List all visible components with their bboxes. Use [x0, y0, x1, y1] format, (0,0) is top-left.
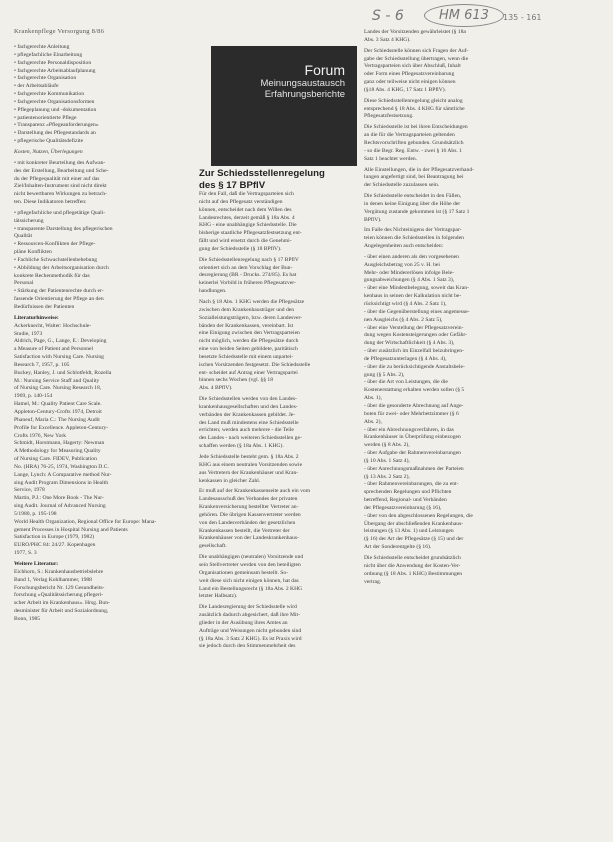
text-line: - über einen anderen als den vorgesehenen: [364, 253, 459, 260]
text-line: Eichhorn, S.: Krankenhausbetriebslehre: [14, 568, 104, 575]
text-line: Buckey, Hanley, J. und Schlotfeldt, Rozella: [14, 369, 112, 376]
text-line: - über Aufgabe der Rahmenvereinbarungen: [364, 450, 461, 457]
text-line: Abs. 1),: [364, 395, 382, 402]
text-line: Vertragsparteien sich über Abschluß, Inhalt: [364, 63, 461, 70]
text-line: - über von den abgeschlossenen Regelungen, die: [364, 512, 473, 519]
text-line: 1977, S. 3: [14, 550, 37, 557]
text-line: Rechtsvorschriften gebunden. Grundsätzlich: [364, 139, 464, 146]
text-line: forschung »Qualitätssicherung pflegeri-: [14, 592, 104, 599]
text-line: Landesausschuß des Verbandes der privaten: [199, 496, 298, 503]
text-line: dung wegen Kostensteigerungen oder Gefähr-: [364, 332, 468, 339]
text-line: Der Schiedsstelle können sich Fragen der Auf-: [364, 47, 469, 54]
text-line: of Nursing Care. Nursing Research 18,: [14, 385, 102, 392]
text-line: Art der Sonderentgelte (§ 16).: [364, 544, 432, 551]
text-line: • transparente Darstellung des pflegerischen: [14, 225, 113, 232]
text-line: tätssicherung: [14, 217, 44, 224]
text-line: keinerlei Vorbild in früheren Pflegesatzver-: [199, 280, 296, 287]
text-line: des der Erstellung, Bearbeitung und Sche-: [14, 167, 109, 174]
text-line: Ziel/Inhalten-Instrument sind nicht direkt: [14, 183, 107, 190]
text-line: - über eine Mindestbelegung, soweit das Kran-: [364, 285, 469, 292]
text-column-right: [364, 29, 516, 586]
text-line: • pflegerische Qualitätsdefizite: [14, 138, 84, 145]
text-line: Satisfaction with Nursing Care. Nursing: [14, 354, 104, 361]
text-line: - über zusätzlich im Einzelfall beizubringen-: [364, 348, 464, 355]
text-line: (§ 10 Abs. 1 Satz 4),: [364, 457, 410, 464]
text-line: Weitere Literatur:: [14, 561, 59, 567]
text-line: • fachgerechte Kommunikation: [14, 91, 84, 98]
text-line: Kosten, Nutzen, Überlegungen: [14, 148, 83, 155]
text-line: Appleton-Century-Crofts 1974, Detroit: [14, 408, 102, 415]
forum-subtitle-line-2: Erfahrungsberichte: [264, 89, 345, 100]
text-line: Ausgleichsbetrag von 25 v. H. bei: [364, 261, 440, 268]
text-line: von den Landesverbänden der gesetzlichen: [199, 519, 296, 526]
text-line: gehören. Die übrigen Kassenvertreter werden: [199, 511, 301, 518]
text-line: errichten; werden auch mehrere - die Teile: [199, 427, 294, 434]
text-line: - über die Gegenüberstellung eines angemesse-: [364, 308, 470, 315]
text-line: World Health Organization, Regional Office for Europe: Mana-: [14, 518, 157, 525]
running-head: Krankenpflege Versorgung 8/86: [14, 28, 105, 35]
text-line: Sozialleistungsträgern, bzw. deren Landesver-: [199, 314, 303, 321]
text-line: a Measure of Patient and Personnel: [14, 346, 94, 353]
text-line: • Transparenz »Pflegeanforderungen«: [14, 122, 99, 129]
text-line: de Pflegesatzunterlagen (§ 4 Abs. 4),: [364, 355, 447, 362]
text-line: Personal: [14, 280, 34, 287]
text-line: Angelegenheiten auch entscheiden:: [364, 243, 444, 250]
text-line: sing Audit. Journal of Advanced Nursing: [14, 503, 106, 510]
text-line: fassende Orientierung der Pflege an den: [14, 296, 104, 303]
text-line: Studie, 1973: [14, 330, 43, 337]
text-line: • fachgerechte Organisation: [14, 75, 77, 82]
text-line: • der Arbeitsabläufe: [14, 83, 59, 90]
text-line: • Stärkung der Patientenrechte durch er-: [14, 288, 104, 295]
text-line: vertrag.: [364, 578, 382, 585]
text-line: besetzte Schiedsstelle mit einem unpartei-: [199, 353, 294, 360]
text-line: zusätzlich dadurch abgesichert, daß ihre Mit-: [199, 612, 300, 619]
text-line: Bonn, 1985: [14, 615, 41, 622]
text-line: Die Landesregierung der Schiedsstelle wird: [199, 604, 297, 611]
text-line: Research 7, 1957, p. 105: [14, 361, 70, 368]
text-line: gesellschaft.: [199, 543, 227, 550]
text-line: werden (§ 8 Abs. 2),: [364, 442, 410, 449]
text-line: EURO/PHC 84: 24/27. Kopenhagen: [14, 542, 96, 549]
text-line: Vergütung zustande gekommen ist (§ 17 Satz 1: [364, 208, 470, 215]
text-line: der Pflegesatzvereinbarung (§ 16),: [364, 504, 442, 511]
text-line: Nach § 18 Abs. 1 KHG werden die Pflegesätze: [199, 298, 305, 305]
text-line: • pflegefachliche und pflegetätige Quali-: [14, 209, 106, 216]
text-line: in denen keine Einigung über die Höhe der: [364, 200, 461, 207]
text-line: - über die zu berücksichtigende Anstaltsbele-: [364, 363, 465, 370]
forum-subtitle-line-1: Meinungsaustausch: [260, 78, 345, 89]
text-line: Für den Fall, daß die Vertragsparteien sich: [199, 191, 294, 197]
text-line: rücksichtigt wird (§ 4 Abs. 2 Satz 1),: [364, 301, 447, 307]
text-line: • pflegefachliche Einarbeitung: [14, 51, 83, 58]
text-line: letzter Halbsatz).: [199, 593, 238, 600]
text-line: - über Anrechnungsmaßnahmen der Parteien: [364, 465, 464, 472]
text-line: Hamel, M.: Quality Patient Care Scale.: [14, 401, 102, 408]
forum-title: Forum: [304, 62, 345, 78]
text-line: konkrete Rechenmethodik für das: [14, 272, 90, 279]
text-line: lungen angefertigt sind, bei Beantragung bei: [364, 174, 464, 181]
text-line: nicht auf den Pflegesatz verständigen: [199, 198, 283, 205]
text-line: orientiert sich an dem Vorschlag der Bun-: [199, 264, 293, 271]
text-line: entsprechend § 18 Abs. 4 KHG für sämtliche: [364, 105, 465, 112]
text-line: Crofts 1976, New York: [14, 432, 67, 439]
text-line: A Methodology for Measuring Quality: [14, 448, 101, 455]
text-line: • Fachliche Schwachstellenbehebung: [14, 256, 98, 263]
text-line: Profile for Excellence. Appleton-Century-: [14, 424, 109, 431]
text-line: können, entscheidet nach dem Willen des: [199, 206, 292, 213]
text-line: • mit konkreter Beurteilung des Aufwan-: [14, 159, 106, 166]
text-line: gement Processes in Hospital Nursing and Patients: [14, 526, 128, 533]
text-line: Lange, Lynch: A Comparative method Nur-: [14, 471, 112, 478]
text-line: Abs. 3 Satz 4 KHG).: [364, 36, 411, 43]
text-line: KHG aus einem neutralen Vorsitzenden sowie: [199, 461, 303, 468]
text-line: desregierung (BR - Drucks. 274/85). Es hat: [199, 272, 297, 279]
text-line: Schmidt, Horstmann, Hagerty: Newman: [14, 440, 105, 447]
text-line: of Nursing Care. FIDEV, Publication: [14, 456, 97, 463]
text-line: Ackerknecht, Walter: Hochschule-: [14, 322, 92, 329]
text-line: Martin, P.J.: One More Book - The Nur-: [14, 495, 104, 502]
text-line: dung der Wirtschaftlichkeit (§ 4 Abs. 3),: [364, 340, 455, 347]
text-line: Aldrich, Page, G., Lange, E.: Developing: [14, 338, 107, 345]
text-line: krankenhausgesellschaften und den Landes-: [199, 403, 298, 410]
text-line: ent- scheidet auf Antrag einer Vertragspartei: [199, 369, 298, 376]
text-line: leistungen (§ 13 Abs. 1) und Leistungen: [364, 528, 454, 535]
text-line: sein Stellvertreter werden von den beteiligten: [199, 561, 301, 568]
text-line: Jede Schiedsstelle besteht gem. § 18a Abs. 2: [199, 454, 299, 460]
text-line: nicht möglich, werden die Pflegesätze durch: [199, 338, 299, 345]
text-line: Krankenversicherung bestellter Vertreter an-: [199, 504, 299, 511]
text-line: KHG - eine unabhängige Schiedsstelle. Die: [199, 222, 297, 229]
text-line: Service, 1978: [14, 487, 45, 494]
text-line: nicht bewertbaren Wirkungen zu betrach-: [14, 191, 107, 198]
forum-subtitle: [261, 78, 346, 100]
text-line: (§18 Abs. 4 KHG, 17 Satz 1 BPflV).: [364, 86, 447, 93]
text-line: der Schiedsstelle zuzulassen sein.: [364, 182, 440, 189]
text-line: Organisationen gemeinsam bestellt. So-: [199, 569, 289, 576]
text-line: aus Vertretern der Krankenhäuser und Kran-: [199, 469, 299, 476]
text-line: bisherige staatliche Pflegesatzfestsetzung ent-: [199, 230, 302, 237]
text-line: nicht über die Anwendung der Kosten-Ver-: [364, 562, 461, 569]
text-line: Übergang der abschließenden Krankenhaus-: [364, 520, 464, 527]
text-line: • fachgerechte Organisationsformen: [14, 98, 95, 105]
text-line: schaffen werden (§ 18a Abs. 1 KHG).: [199, 443, 284, 450]
text-line: Abs. 4 BPflV).: [199, 385, 233, 392]
text-line: binnen sechs Wochen (vgl. §§ 18: [199, 377, 274, 384]
text-line: Alle Einstellungen, die in der Pflegesatzverhand-: [364, 166, 474, 173]
text-line: weit diese sich nicht einigen können, hat das: [199, 577, 299, 584]
text-line: ganz oder teilweise nicht einigen können: [364, 79, 456, 86]
text-line: Forschungsbericht Nr. 129 Gesundheits-: [14, 584, 105, 591]
text-line: Krankenhäuser in Überprüfung einbezogen: [364, 434, 461, 441]
text-line: - über ein Abrechnungsverfahren, in das: [364, 426, 454, 433]
text-line: • Darstellung des Pflegestandards an: [14, 130, 96, 137]
text-line: - über die Art von Leistungen, die die: [364, 379, 448, 386]
text-line: gungsabweichungen (§ 4 Abs. 1 Satz 3),: [364, 277, 455, 284]
text-line: Die Schiedsstellenregelung nach § 17 BPflV: [199, 256, 299, 263]
text-line: Phaneuf, Maria C.: The Nursing Audit: [14, 416, 100, 423]
text-line: Krankenhäuser von der Landeskrankenhaus-: [199, 535, 299, 542]
text-line: verbänden der Krankenkassen gebildet. Je-: [199, 411, 296, 418]
text-line: pläne Konflikten: [14, 249, 52, 256]
text-line: du der Pflegequalität mit einer auf das: [14, 175, 100, 182]
text-line: des Land muß mindestens eine Schiedsstelle: [199, 419, 299, 426]
text-line: fällt und wird ersetzt durch die Genehmi-: [199, 238, 292, 245]
forum-box: [211, 46, 357, 166]
text-line: boten für zwei- oder Mehrbettzimmer (§ 6: [364, 410, 459, 417]
text-line: desminister für Arbeit und Sozialordnung,: [14, 608, 109, 615]
text-line: Bedürfnissen der Patienten: [14, 304, 75, 310]
text-line: Band 1, Verlag Kohlhammer, 1988: [14, 576, 92, 583]
handwritten-circled-mark: HM 613: [424, 4, 504, 27]
text-line: • fachgerechte Personaldisposition: [14, 59, 92, 66]
text-column-middle: [199, 191, 353, 651]
text-line: Diese Schiedsstellenregelung gleicht analog: [364, 97, 463, 104]
text-line: • Pflegeplanung und -dokumentation: [14, 106, 97, 113]
text-line: • Abbildung der Arbeitsorganisation durch: [14, 264, 109, 271]
text-line: gung (§ 5 Abs. 2),: [364, 371, 405, 378]
text-line: - über die gesonderte Abrechnung auf Ange-: [364, 402, 464, 409]
text-line: Aufträge und Weisungen nicht gebunden sind: [199, 627, 302, 634]
text-line: handlungen.: [199, 288, 227, 295]
text-line: Die Schiedsstelle entscheidet grundsätzlich: [364, 555, 461, 561]
text-line: (§ 16) der Art der Pflegesätze (§ 15) und der: [364, 536, 464, 543]
text-line: zwischen dem Krankenhausträger und den: [199, 306, 295, 313]
text-line: (§ 13 Abs. 2 Satz 2),: [364, 473, 410, 480]
text-line: eine von beiden Seiten gebildete, paritätisch: [199, 346, 298, 353]
text-line: Er muß auf der Krankenkassenseite auch ein vom: [199, 488, 311, 495]
text-line: 1969, p. 140-154: [14, 393, 53, 400]
text-line: des Landes - nach weiteren Schiedsstellen ge-: [199, 435, 302, 442]
text-line: • fachgerechte Anleitung: [14, 44, 70, 50]
text-line: sie jedoch durch den Stimmenmehrheit des: [199, 643, 296, 650]
text-line: kenhaus in seinen der Kalkulation nicht be-: [364, 293, 462, 300]
text-line: - über eine Verstellung der Pflegesatzverein-: [364, 324, 464, 331]
handwritten-mark-s6: S - 6: [372, 8, 404, 24]
text-line: glieder in der Ausübung ihres Amtes an: [199, 619, 288, 626]
text-line: • patientenorientierte Pflege: [14, 114, 77, 121]
text-line: Satisfaction in Europe (1979, 1982): [14, 534, 95, 541]
article-title-line-1: Zur Schiedsstellenregelung: [199, 168, 325, 179]
text-line: Krankenkassen bestellt, die Vertreter der: [199, 527, 290, 534]
text-line: ten. Diese Indikatoren betreffen:: [14, 199, 87, 206]
text-line: gung der Schiedsstelle (§ 18 BPflV).: [199, 245, 282, 252]
text-line: M.: Nursing Service Staff and Quality: [14, 377, 100, 384]
text-line: Kostenerstattung erhalten werden sollen (§ 5: [364, 387, 465, 394]
text-line: kenkassen in gleicher Zahl.: [199, 477, 261, 484]
text-line: gabe der Schiedsstellung übertragen, wenn die: [364, 55, 469, 62]
text-line: Abs. 2),: [364, 418, 382, 425]
text-line: nen Ausgleichs (§ 4 Abs. 2 Satz 5),: [364, 316, 443, 323]
text-line: bänden der Krankenkassen, vereinbart. Ist: [199, 322, 294, 329]
text-line: sing Audit Program Dimensions in Health: [14, 479, 109, 486]
text-line: • Ressourcen-Konflikten der Pflege-: [14, 241, 96, 248]
text-column-left: [14, 44, 163, 624]
text-line: Die Schiedsstelle ist bei ihren Entscheidungen: [364, 124, 468, 131]
text-line: Im Falle des Nichteinigens der Vertragspar-: [364, 227, 462, 234]
text-line: Landesrechtes, derzeit gemäß § 18a Abs. 4: [199, 214, 295, 221]
text-line: Mehr- oder Mindererlösen infolge Bele-: [364, 269, 454, 276]
text-line: Qualität: [14, 233, 33, 240]
text-line: Pflegesatzfestsetzung.: [364, 113, 414, 120]
text-line: • fachgerechte Arbeitsablaufplanung: [14, 67, 96, 74]
text-line: scher Arbeit im Krankenhaus«. Hrsg. Bun-: [14, 600, 110, 607]
text-line: betreffend, Regional- und Verbänden: [364, 497, 447, 504]
text-line: Landes der Vorsitzenden gewährleistet (§ 18a: [364, 29, 466, 35]
text-line: (§ 18a Abs. 3 Satz 2 KHG). Es ist Praxis wird: [199, 635, 302, 642]
text-line: BPflV).: [364, 216, 382, 223]
text-line: an die für die Vertragsparteien geltenden: [364, 132, 455, 139]
text-line: Die Schiedsstellen werden von den Landes-: [199, 396, 298, 403]
text-line: teien können die Schiedsstellen in folgenden: [364, 235, 464, 242]
handwritten-page-range: 135 - 161: [503, 13, 542, 22]
text-line: 5/1980, p. 195-198: [14, 510, 57, 517]
text-line: oder Form eines Pflegesatzvereinbarung: [364, 71, 455, 78]
text-line: - über Rahmenvereinbarungen, die zu ent-: [364, 481, 459, 488]
text-line: Land ein Bestellungsrecht (§ 18a Abs. 2 KHG: [199, 585, 303, 592]
article-title: [199, 168, 355, 191]
text-line: No. (HRA) 76-25, 1974, Washington D.C.: [14, 463, 109, 470]
text-line: Satz 1 beachtet werden.: [364, 155, 418, 162]
text-line: eine Einigung zwischen den Vertragsparteien: [199, 330, 300, 337]
text-line: ordnung (§ 18 Abs. 1 KHG) Bestimmungen: [364, 570, 463, 577]
text-line: - so die Begr. Reg. Entw. - zwei § 16 Abs. 1: [364, 147, 462, 154]
text-line: Die unabhängigen (neutralen) Vorsitzende und: [199, 554, 304, 561]
text-line: sprechenden Regelungen und Pflichten: [364, 489, 452, 496]
text-line: Die Schiedsstelle entscheidet in den Fällen,: [364, 193, 462, 200]
text-line: Literaturhinweise:: [14, 314, 59, 321]
text-line: ischen Vorsitzenden festgesetzt. Die Schiedsstelle: [199, 361, 311, 368]
article-title-line-2: des § 17 BPflV: [199, 179, 266, 191]
